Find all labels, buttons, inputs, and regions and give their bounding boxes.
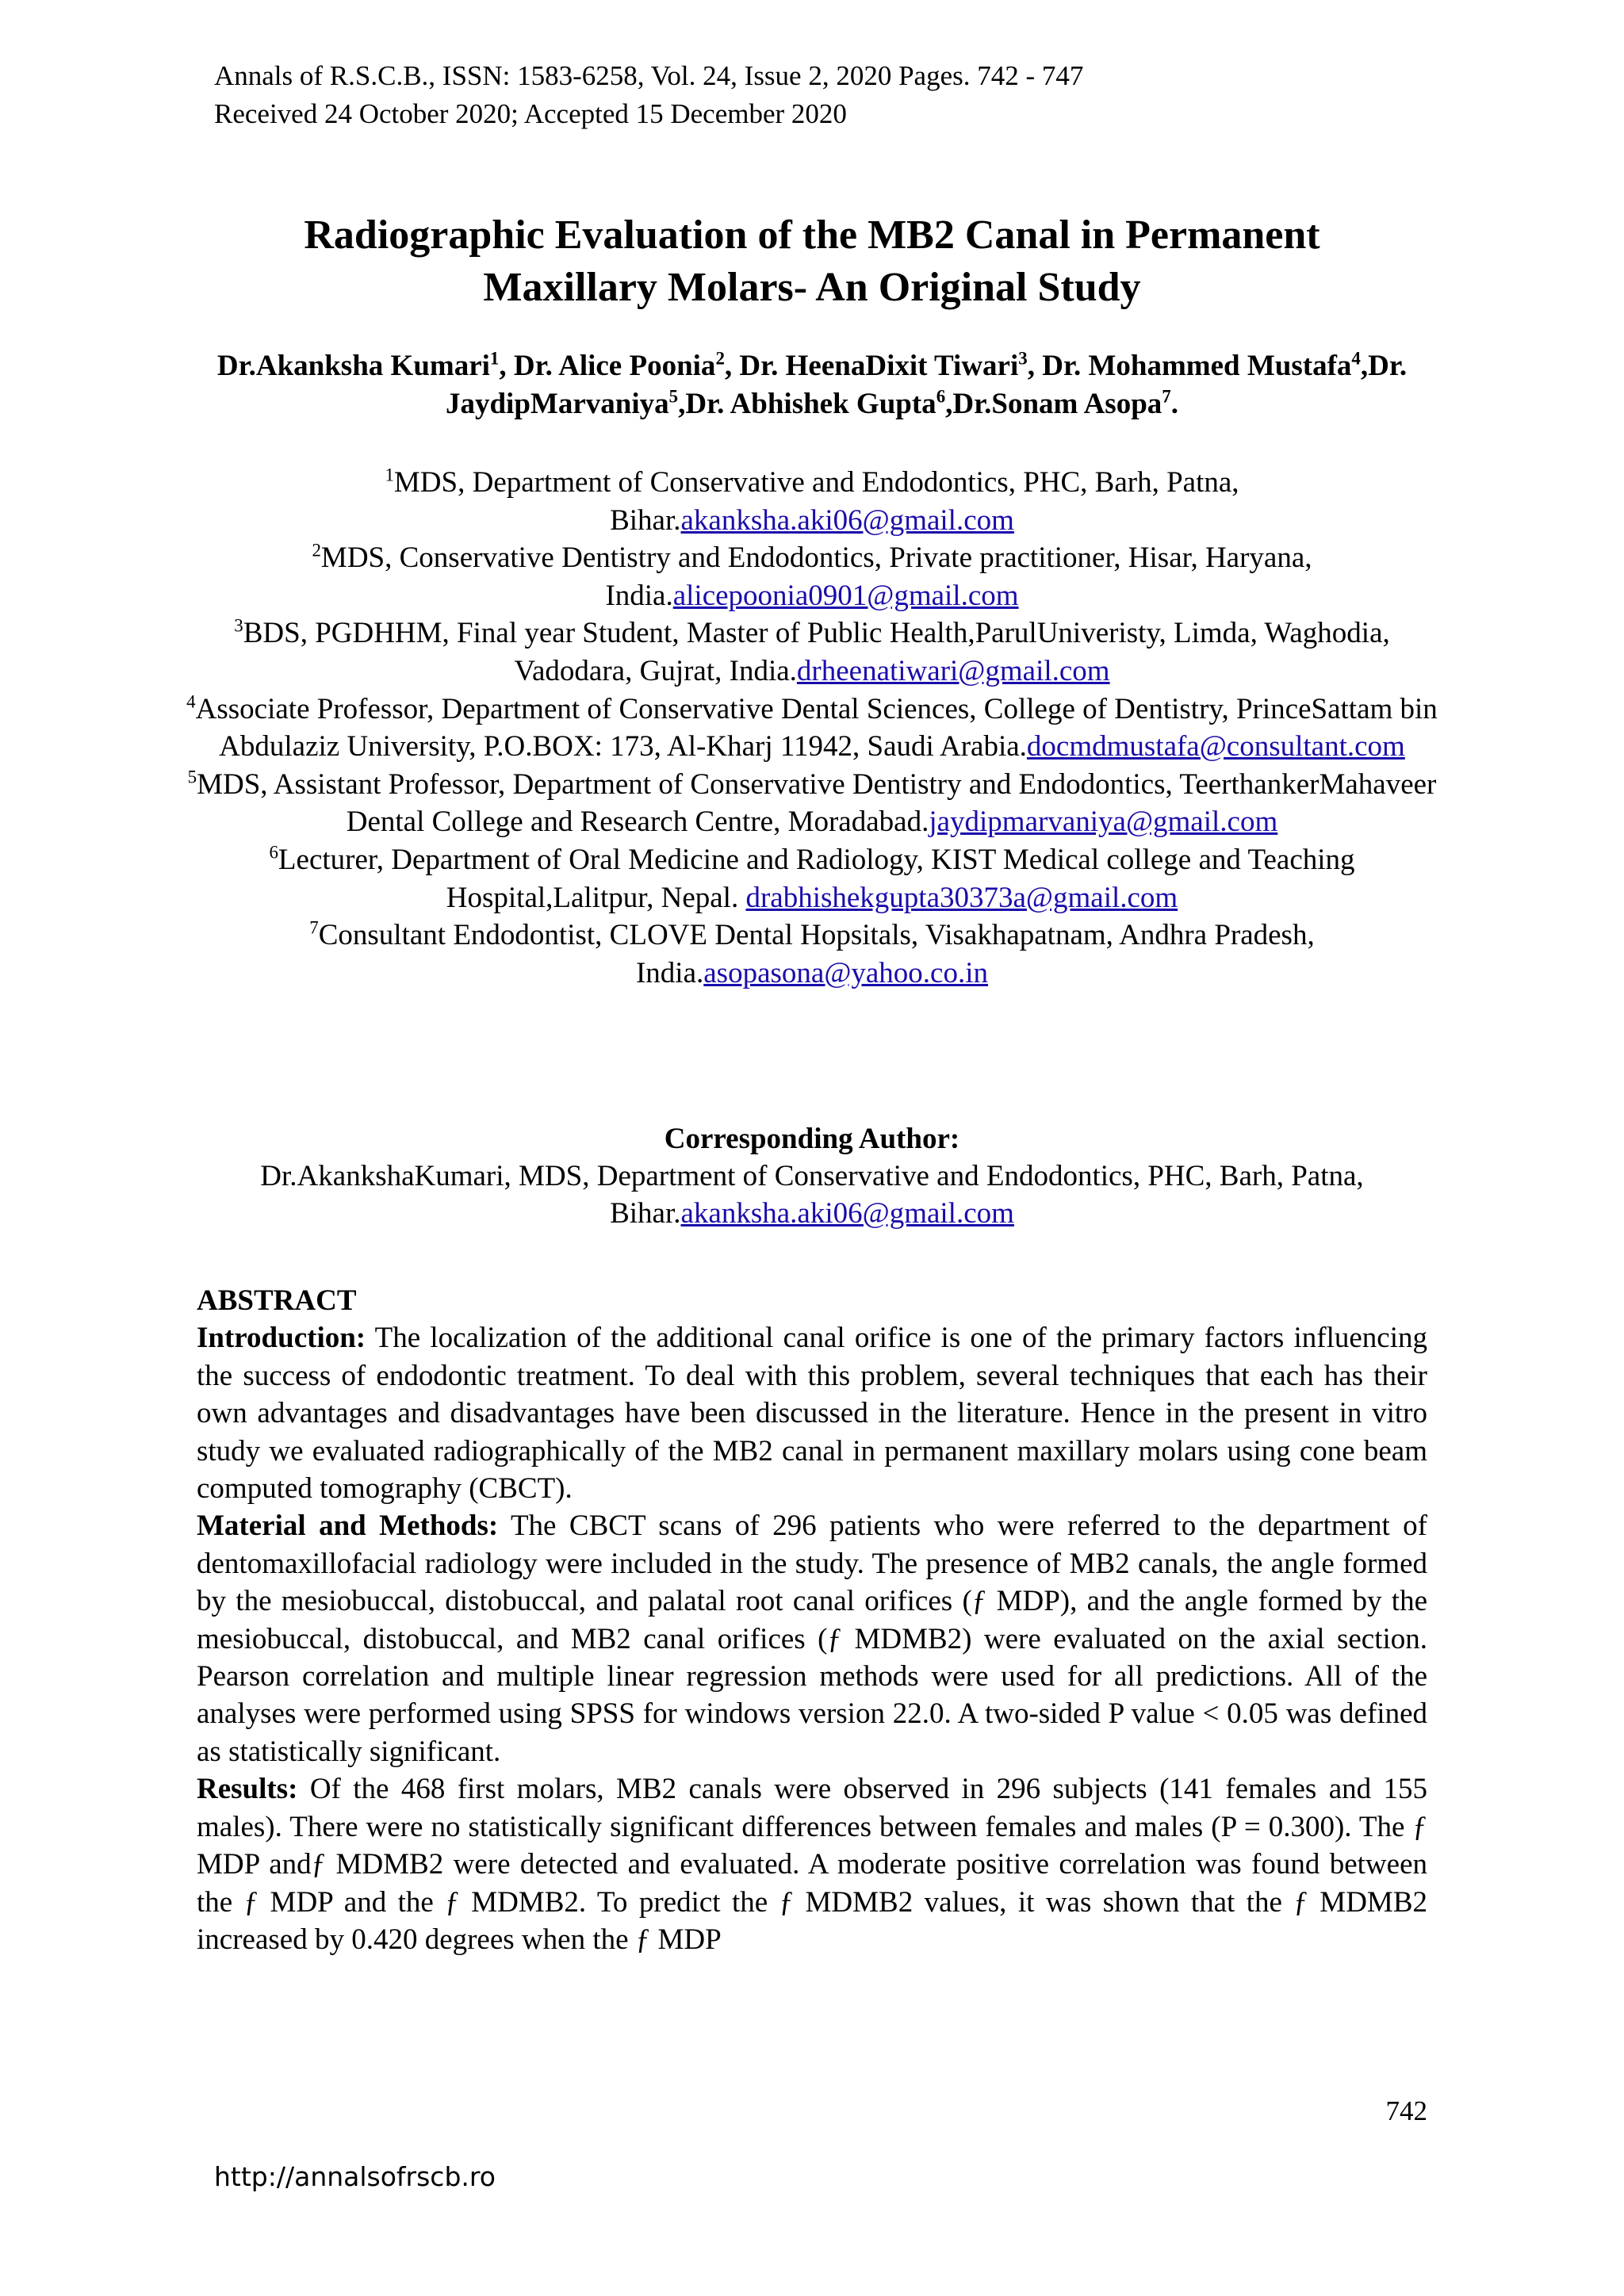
author-affil-marker: 2 bbox=[715, 348, 725, 369]
author-name: Dr. Alice Poonia bbox=[513, 350, 716, 382]
email-link[interactable]: akanksha.aki06@gmail.com bbox=[680, 1197, 1014, 1230]
author-affil-marker: 1 bbox=[489, 348, 500, 369]
page-number: 742 bbox=[1385, 2095, 1427, 2126]
author-affil-marker: 3 bbox=[1018, 348, 1028, 369]
section-label: Results: bbox=[197, 1773, 298, 1806]
author-affil-marker: 7 bbox=[1162, 386, 1171, 407]
affiliation-item: $^6$Lecturer, Department of Oral Medicine and Radiology, KIST Medical college and Teaching Hospital,Lalitpur, Nepal. drabhishekgupta30373a@gmail.com bbox=[269, 842, 1355, 914]
author-affil-marker: 5 bbox=[668, 386, 679, 407]
affiliation-item: $^5$MDS, Assistant Professor, Department of Conservative Dentistry and Endodontics, TeerthankerMahaveer Dental College and Research Centre, Moradabad.jaydipmarvaniya@gmail.com bbox=[187, 767, 1437, 839]
author-name: Dr. Mohammed Mustafa bbox=[1042, 350, 1352, 382]
email-link[interactable]: drheenatiwari@gmail.com bbox=[796, 654, 1110, 687]
author-name: Dr.Sonam Asopa bbox=[952, 388, 1162, 420]
affiliation-item: $^2$MDS, Conservative Dentistry and Endodontics, Private practitioner, Hisar, Haryana, India.alicepoonia0901@gmail.com bbox=[312, 540, 1312, 612]
author-name: Dr. Abhishek Gupta bbox=[685, 388, 936, 420]
affiliation-item: $^1$MDS, Department of Conservative and Endodontics, PHC, Barh, Patna, Bihar.akanksha.aki06@gmail.com bbox=[385, 465, 1239, 537]
abstract-introduction: Introduction: The localization of the additional canal orifice is one of the primary factors influencing the success of endodontic treatment. To deal with this problem, several techniques that each has their own advantages and disadvantages have been discussed in the literature. Hence in the present in vitro study we evaluated radiographically of the MB2 canal in permanent maxillary molars using cone beam computed tomography (CBCT). bbox=[197, 1322, 1427, 1506]
received-accepted-dates: Received 24 October 2020; Accepted 15 December 2020 bbox=[214, 98, 847, 129]
footer-url[interactable]: http://annalsofrscb.ro bbox=[214, 2161, 496, 2192]
email-link[interactable]: jaydipmarvaniya@gmail.com bbox=[929, 806, 1278, 839]
corresponding-author-details: Dr.AkankshaKumari, MDS, Department of Conservative and Endodontics, PHC, Barh, Patna, Bihar.akanksha.aki06@gmail.com bbox=[260, 1160, 1364, 1230]
email-link[interactable]: docmdmustafa@consultant.com bbox=[1026, 730, 1405, 763]
email-link[interactable]: akanksha.aki06@gmail.com bbox=[680, 503, 1014, 537]
email-link[interactable]: alicepoonia0901@gmail.com bbox=[672, 579, 1019, 612]
paper-title bbox=[159, 209, 1465, 314]
paper-title-line-1: Radiographic Evaluation of the MB2 Canal in Permanent bbox=[304, 212, 1320, 258]
author-name: Dr. JaydipMarvaniya bbox=[445, 350, 1408, 420]
author-name: Dr. HeenaDixit Tiwari bbox=[739, 350, 1019, 382]
affiliation-item: $^3$BDS, PGDHHM, Final year Student, Master of Public Health,ParulUniveristy, Limda, Waghodia, Vadodara, Gujrat, India.drheenatiwari@gmail.com bbox=[234, 616, 1390, 687]
author-name: Dr.Akanksha Kumari bbox=[216, 350, 490, 382]
email-link[interactable]: asopasona@yahoo.co.in bbox=[703, 956, 989, 989]
email-link[interactable]: drabhishekgupta30373a@gmail.com bbox=[745, 881, 1178, 914]
affiliation-item: $^4$Associate Professor, Department of Conservative Dental Sciences, College of Dentistry, PrinceSattam bin Abdulaziz University, P.O.BOX: 173, Al-Kharj 11942, Saudi Arabia.docmdmustafa@consultant.com bbox=[186, 691, 1438, 763]
paper-title-line-2: Maxillary Molars- An Original Study bbox=[483, 265, 1141, 310]
corresponding-author bbox=[186, 1120, 1438, 1232]
abstract-methods: Material and Methods: The CBCT scans of 296 patients who were referred to the department of dentomaxillofacial radiology were included in the study. The presence of MB2 canals, the angle formed by the mesiobuccal, distobuccal, and palatal root canal orifices (ƒ MDP), and the angle formed by the mesiobuccal, distobuccal, and MB2 canal orifices (ƒ MDMB2) were evaluated on the axial section. Pearson correlation and multiple linear regression methods were used for all predictions. All of the analyses were performed using SPSS for windows version 22.0. A two-sided P value < 0.05 was defined as statistically significant. bbox=[197, 1510, 1427, 1768]
corresponding-author-heading: Corresponding Author: bbox=[664, 1123, 960, 1155]
abstract bbox=[197, 1282, 1427, 1958]
journal-header bbox=[214, 57, 1083, 133]
affiliation-list bbox=[186, 464, 1438, 992]
section-label: Material and Methods: bbox=[197, 1510, 499, 1543]
author-list: Dr.Akanksha Kumari$^1$, Dr. Alice Poonia$^2$, Dr. HeenaDixit Tiwari$^3$, Dr. Mohammed Mustafa$^4$,Dr. JaydipMarvaniya$^5$,Dr. Abhishek Gupta$^6$,Dr.Sonam Asopa$^7$. bbox=[216, 348, 1408, 420]
section-label: Introduction: bbox=[197, 1322, 366, 1355]
journal-citation: Annals of R.S.C.B., ISSN: 1583-6258, Vol. 24, Issue 2, 2020 Pages. 742 - 747 bbox=[214, 60, 1084, 91]
author-affil-marker: 6 bbox=[936, 386, 946, 407]
affiliation-item: $^7$Consultant Endodontist, CLOVE Dental Hopsitals, Visakhapatnam, Andhra Pradesh, India.asopasona@yahoo.co.in bbox=[309, 917, 1315, 989]
abstract-results: Results: Of the 468 first molars, MB2 canals were observed in 296 subjects (141 females and 155 males). There were no statistically significant differences between females and males (P = 0.300). The ƒ MDP andƒ MDMB2 were detected and evaluated. A moderate positive correlation was found between the ƒ MDP and the ƒ MDMB2. To predict the ƒ MDMB2 values, it was shown that the ƒ MDMB2 increased by 0.420 degrees when the ƒ MDP bbox=[197, 1773, 1427, 1956]
abstract-heading: ABSTRACT bbox=[197, 1284, 357, 1317]
author-affil-marker: 4 bbox=[1351, 348, 1361, 369]
